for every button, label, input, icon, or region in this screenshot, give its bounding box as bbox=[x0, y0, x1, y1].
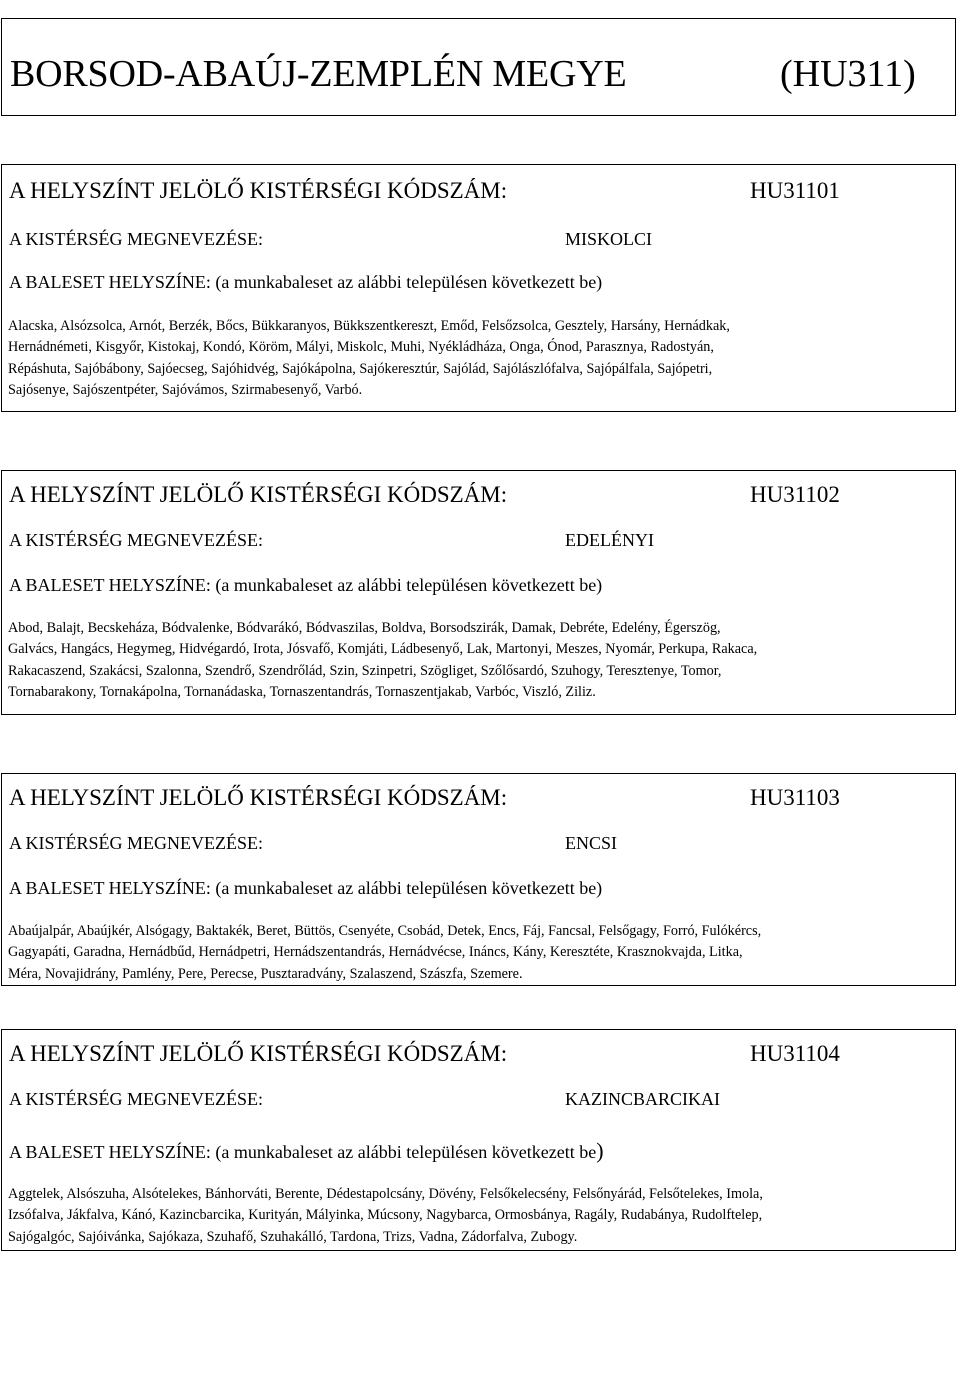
settlement-line: Galvács, Hangács, Hegymeg, Hidvégardó, Irota, Jósvafő, Komjáti, Ládbesenyő, Lak, Martonyi, Meszes, Nyomár, Perkupa, Rakaca, bbox=[8, 641, 758, 658]
region-name: MISKOLCI bbox=[565, 229, 653, 249]
place-label: A BALESET HELYSZÍNE: (a munkabaleset az alábbi településen következett be) bbox=[9, 575, 603, 595]
region-name: EDELÉNYI bbox=[565, 530, 654, 550]
region-code: HU31102 bbox=[750, 482, 840, 507]
settlement-line: Rakacaszend, Szakácsi, Szalonna, Szendrő, Szendrőlád, Szin, Szinpetri, Szögliget, Szőlősardó, Szuhogy, Teresztenye, Tomor, bbox=[8, 662, 722, 679]
place-label-text: A BALESET HELYSZÍNE: (a munkabaleset az alábbi településen következett be bbox=[9, 1142, 597, 1162]
region-name: KAZINCBARCIKAI bbox=[565, 1089, 720, 1109]
settlement-line: Aggtelek, Alsószuha, Alsótelekes, Bánhorváti, Berente, Dédestapolcsány, Dövény, Felsőkelecsény, Felsőnyárád, Felsőtelekes, Imola, bbox=[8, 1186, 763, 1202]
place-label-closing-paren: ) bbox=[596, 1138, 604, 1163]
name-label: A KISTÉRSÉG MEGNEVEZÉSE: bbox=[9, 1089, 263, 1109]
settlement-list bbox=[8, 316, 948, 401]
settlement-list bbox=[8, 1184, 948, 1248]
county-title: BORSOD-ABAÚJ-ZEMPLÉN MEGYE bbox=[10, 53, 627, 95]
settlement-line: Izsófalva, Jákfalva, Kánó, Kazincbarcika, Kurityán, Mályinka, Múcsony, Nagybarca, Ormosbánya, Ragály, Rudabánya, Rudolftelep, bbox=[8, 1207, 763, 1224]
name-label: A KISTÉRSÉG MEGNEVEZÉSE: bbox=[9, 530, 263, 550]
settlement-line: Gagyapáti, Garadna, Hernádbűd, Hernádpetri, Hernádszentandrás, Hernádvécse, Ináncs, Kány, Keresztéte, Krasznokvajda, Litka, bbox=[8, 944, 743, 961]
region-code: HU31103 bbox=[750, 785, 840, 810]
settlement-line: Abod, Balajt, Becskeháza, Bódvalenke, Bódvarákó, Bódvaszilas, Boldva, Borsodszirák, Damak, Debréte, Edelény, Égerszög, bbox=[8, 620, 721, 636]
place-label: A BALESET HELYSZÍNE: (a munkabaleset az alábbi településen következett be) bbox=[9, 878, 603, 898]
place-label bbox=[9, 1138, 604, 1164]
place-label: A BALESET HELYSZÍNE: (a munkabaleset az alábbi településen következett be) bbox=[9, 272, 603, 292]
name-label: A KISTÉRSÉG MEGNEVEZÉSE: bbox=[9, 833, 263, 853]
county-code: (HU311) bbox=[780, 53, 916, 95]
code-label: A HELYSZÍNT JELÖLŐ KISTÉRSÉGI KÓDSZÁM: bbox=[9, 178, 508, 203]
settlement-line: Abaújalpár, Abaújkér, Alsógagy, Baktakék, Beret, Büttös, Csenyéte, Csobád, Detek, Encs, Fáj, Fancsal, Felsőgagy, Forró, Fulókércs, bbox=[8, 923, 762, 939]
settlement-line: Sajósenye, Sajószentpéter, Sajóvámos, Szirmabesenyő, Varbó. bbox=[8, 381, 363, 398]
settlement-list bbox=[8, 618, 948, 703]
settlement-line: Sajógalgóc, Sajóivánka, Sajókaza, Szuhafő, Szuhakálló, Tardona, Trizs, Vadna, Zádorfalva, Zubogy. bbox=[8, 1228, 578, 1245]
code-label: A HELYSZÍNT JELÖLŐ KISTÉRSÉGI KÓDSZÁM: bbox=[9, 785, 508, 810]
region-name: ENCSI bbox=[565, 833, 618, 853]
settlement-line: Tornabarakony, Tornakápolna, Tornanádaska, Tornaszentandrás, Tornaszentjakab, Varbóc, Viszló, Ziliz. bbox=[8, 683, 596, 700]
name-label: A KISTÉRSÉG MEGNEVEZÉSE: bbox=[9, 229, 263, 249]
region-code: HU31101 bbox=[750, 178, 840, 203]
code-label: A HELYSZÍNT JELÖLŐ KISTÉRSÉGI KÓDSZÁM: bbox=[9, 1041, 508, 1066]
region-code: HU31104 bbox=[750, 1041, 840, 1066]
settlement-line: Méra, Novajidrány, Pamlény, Pere, Perecse, Pusztaradvány, Szalaszend, Szászfa, Szemere. bbox=[8, 965, 523, 982]
settlement-line: Répáshuta, Sajóbábony, Sajóecseg, Sajóhidvég, Sajókápolna, Sajókeresztúr, Sajólád, Sajólászlófalva, Sajópálfala, Sajópetri, bbox=[8, 360, 713, 377]
code-label: A HELYSZÍNT JELÖLŐ KISTÉRSÉGI KÓDSZÁM: bbox=[9, 482, 508, 507]
settlement-line: Hernádnémeti, Kisgyőr, Kistokaj, Kondó, Köröm, Mályi, Miskolc, Muhi, Nyékládháza, Onga, Ónod, Parasznya, Radostyán, bbox=[8, 339, 714, 356]
settlement-line: Alacska, Alsózsolca, Arnót, Berzék, Bőcs, Bükkaranyos, Bükkszentkereszt, Emőd, Felsőzsolca, Gesztely, Harsány, Hernádkak, bbox=[8, 318, 730, 334]
settlement-list bbox=[8, 921, 948, 985]
